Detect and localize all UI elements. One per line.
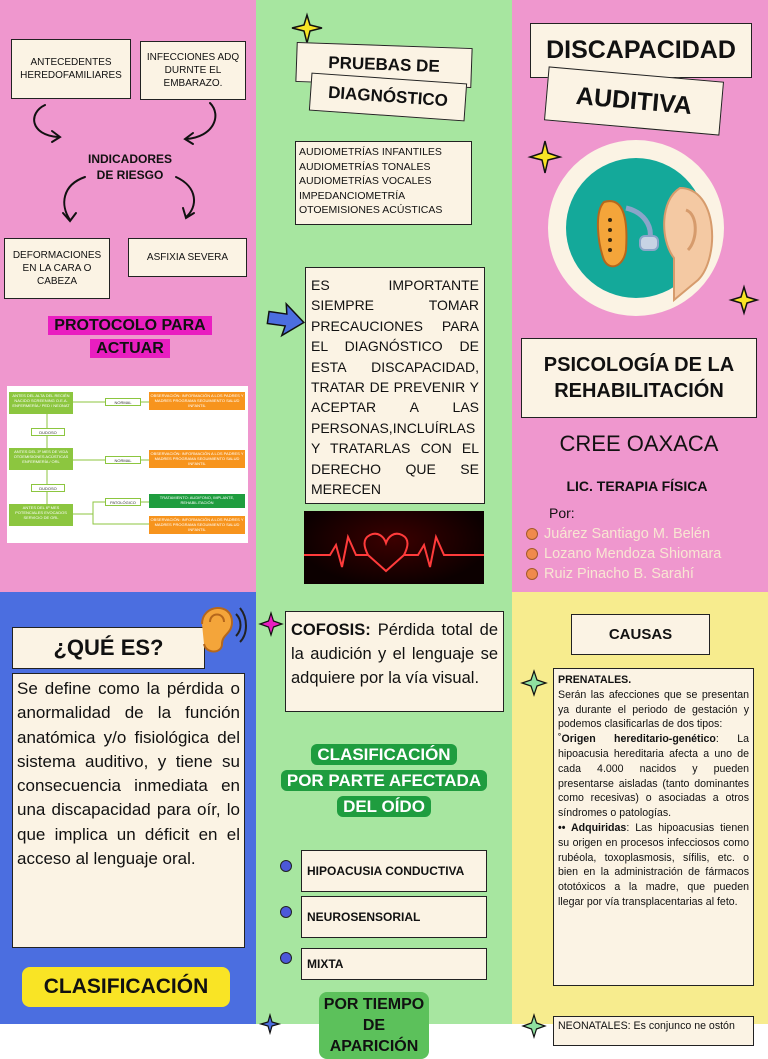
flow-normal1: NORMAL [105,398,141,406]
cover-subtitle-line1: PSICOLOGÍA DE LA [543,354,735,376]
antecedentes-text: ANTECEDENTES HEREDOFAMILIARES [20,57,122,81]
protocolo-title [38,314,222,360]
panel-causas [512,592,768,1032]
star-icon [260,1014,280,1034]
tiempo-aparicion-title [319,992,429,1059]
flow-patologico: PATOLÓGICO [105,498,141,506]
que-es-text: Se define como la pérdida o anormalidad de la función anatómica y/o fisiológica del sistema auditivo, y tiene su consecuencia inmediata en una discapacidad para oír, lo que implica un déficit en el acceso al lenguaje oral. [17,679,240,869]
tipo-label: MIXTA [307,957,344,971]
clasif-oido-line2: POR PARTE AFECTADA [281,770,487,791]
causas-title: CAUSAS [608,626,673,643]
star-icon [521,670,547,696]
bullet-icon [280,952,292,964]
cofosis-text: Pérdida total de la audición y el lenguaje se adquiere por la vía visual. [291,621,498,687]
panel-indicadores [0,0,256,592]
heartbeat-icon [304,511,484,584]
pruebas-title-text2: DIAGNÓSTICO [327,82,449,111]
protocol-flowchart [7,386,248,543]
antecedentes-box [11,39,131,99]
adquiridas-paragraph: •• Adquiridas: Las hipoacusias tienen su origen en procesos infecciosos como rubéola, toxoplasmosis, sífilis, etc. o bien en la administración de fármacos ototóxicos a la madre, que pueden llegar por vía transplacentarias al feto. [558,821,750,908]
prenatales-heading: PRENATALES. [558,674,632,686]
deformaciones-text: DEFORMACIONES EN LA CARA O CABEZA [12,250,102,287]
tiempo-line2: DE APARICIÓN [329,1017,419,1055]
pruebas-title-text1: PRUEBAS DE [327,53,441,76]
origen-label: Origen hereditario-genético [561,733,716,746]
panel-cover [512,0,768,592]
cover-subtitle-line2: REHABILITACIÓN [554,380,724,402]
author-name: Juárez Santiago M. Belén [544,526,711,542]
clasif-oido-title [274,742,494,820]
bullet-icon [280,906,292,918]
infecciones-text: INFECCIONES ADQ DURNTE EL EMBARAZO. [146,52,240,89]
cover-title-text1: DISCAPACIDAD [546,36,736,64]
panel-clasificacion [256,592,512,1055]
star-icon [522,1014,546,1038]
ear-icon [192,596,248,658]
star-icon [290,14,324,44]
star-icon [730,286,758,314]
que-es-title: ¿QUÉ ES? [53,635,164,660]
pruebas-item: OTOEMISIONES ACÚSTICAS [299,204,443,216]
pruebas-list [295,141,472,225]
cofosis-term: COFOSIS: [291,621,371,639]
cover-por: Por: [549,505,575,521]
flow-out1: OBSERVACIÓN: INFORMACIÓN A LOS PADRES Y MADRES PROGRAMA SEGUIMIENTO SALUD INFANTIL [150,393,244,408]
flow-connectors [7,386,248,543]
clasif-oido-line3: DEL OÍDO [337,796,431,817]
deformaciones-box [4,238,110,299]
protocolo-line2: ACTUAR [90,339,170,358]
pruebas-item: IMPEDANCIOMETRÍA [299,189,406,202]
pruebas-item: AUDIOMETRÍAS VOCALES [299,175,432,187]
cover-title-text2: AUDITIVA [574,81,694,121]
origen-paragraph: ˚Origen hereditario-genético: La hipoacusia hereditaria afecta a uno de cada 4.000 nacidos y pueden presentarse aisladas (tanto dominantes como recesivas) o asociadas a otros síndromes o patologías. [558,733,749,820]
bullet-icon [280,860,292,872]
cover-subtitle [521,338,757,418]
tipo-hipoacusia-conductiva [301,850,487,892]
flow-step1: ANTES DEL ALTA DEL RECIÉN NACIDO SCREENING O.E.A. ENFERMERÍA / PED / NEONAT [9,392,73,414]
panel-que-es [0,592,256,1024]
tipo-label: NEUROSENSORIAL [307,910,421,924]
prenatales-intro: Serán las afecciones que se presentan ya durante el periodo de gestación y podemos clasificarlas de dos tipos: [558,688,749,731]
cover-degree: LIC. TERAPIA FÍSICA [566,478,708,494]
star-icon [259,612,283,636]
tipo-label: HIPOACUSIA CONDUCTIVA [307,864,465,878]
adquiridas-text: : Las hipoacusias tienen su origen en procesos infecciosos como rubéola, toxoplasmosis, sífilis, etc. o bien en la administración de fármacos ototóxicos a la madre, que pueden llegar por vía transplacentarias al feto. [558,821,750,908]
causas-title-box [571,614,710,655]
clasificacion-label: CLASIFICACIÓN [22,967,230,1007]
panel-pruebas [256,0,512,592]
author-name: Ruiz Pinacho B. Sarahí [544,566,694,582]
importante-box [305,267,485,504]
clasif-oido-line1: CLASIFICACIÓN [311,744,456,765]
flow-step2: ANTES DEL 3º MES DE VIDA OTOEMISIONES ACÚSTICAS ENFERMERÍA / ORL [9,448,73,470]
pruebas-item: AUDIOMETRÍAS INFANTILES [299,146,442,158]
ear-hearing-aid-icon [548,140,724,316]
que-es-title-box [12,627,205,669]
author-item [526,544,721,564]
protocolo-line1: PROTOCOLO PARA [48,316,211,335]
flow-out4: OBSERVACIÓN: INFORMACIÓN A LOS PADRES Y MADRES PROGRAMA SEGUIMIENTO SALUD INFANTIL [150,517,244,532]
author-item [526,564,721,584]
flow-dudoso1: DUDOSO [31,428,65,436]
neonatales-box [553,1016,754,1046]
cover-institution: CREE OAXACA [559,431,719,456]
bullet-icon [526,548,538,560]
author-item [526,524,721,544]
arrow-right-icon [266,302,306,338]
flow-dudoso2: DUDOSO [31,484,65,492]
asfixia-text: ASFIXIA SEVERA [146,252,229,263]
flow-step3: ANTES DEL 6º MES POTENCIALES EVOCADOS SERVICIO DE ORL [9,504,73,526]
origen-text: : La hipoacusia hereditaria afecta a uno de cada 4.000 nacidos y pueden presentarse aisladas (tanto dominantes como recesivas) o asociadas a otros síndromes o patologías. [558,733,749,820]
neonatales-text: NEONATALES: Es conjunco ne ostón [558,1020,735,1032]
author-name: Lozano Mendoza Shiomara [544,546,722,562]
cover-authors [526,524,721,584]
infecciones-box [140,41,246,100]
indicadores-title: INDICADORES DE RIESGO [87,152,172,182]
causas-text-box [553,668,754,986]
flow-out2: OBSERVACIÓN: INFORMACIÓN A LOS PADRES Y MADRES PROGRAMA SEGUIMIENTO SALUD INFANTIL [150,451,244,466]
cofosis-box [285,611,504,712]
pruebas-item: AUDIOMETRÍAS TONALES [299,160,431,173]
flow-normal2: NORMAL [105,456,141,464]
flow-out3: TRATAMIENTO: AUDIFONO, IMPLANTE, REHABILITACIÓN [149,494,245,508]
asfixia-box [128,238,247,277]
bullet-icon [526,528,538,540]
bullet-icon [526,568,538,580]
tiempo-line1: POR TIEMPO [323,996,425,1013]
que-es-text-box [12,673,245,948]
heartbeat-image [304,511,484,584]
adquiridas-label: Adquiridas [570,821,627,834]
ear-icon [548,140,724,316]
importante-text: ES IMPORTANTE SIEMPRE TOMAR PRECAUCIONES PARA EL DIAGNÓSTICO DE ESTA DISCAPACIDAD, TRATAR DE PREVENIR Y ACEPTAR A LAS PERSONAS,INCLUÍRLAS Y TRATARLAS CON EL DERECHO QUE SE MERECEN [311,277,479,498]
tipo-neurosensorial [301,896,487,938]
tipo-mixta [301,948,487,980]
